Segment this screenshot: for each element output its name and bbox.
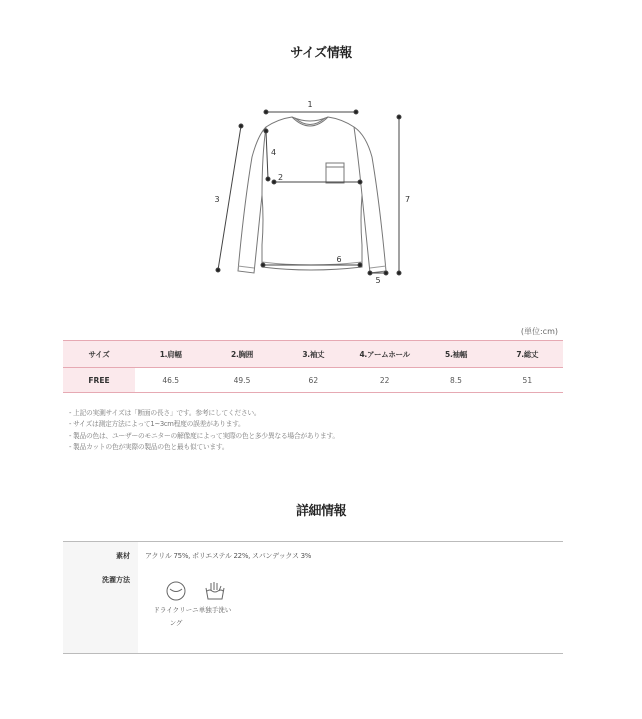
washing-label: 洗濯方法 [102,576,130,584]
material-value: アクリル 75%, ポリエステル 22%, スパンデックス 3% [145,552,312,560]
size-info-title: サイズ情報 [290,46,352,61]
unit-label: (単位:cm) [520,327,558,336]
diagram-label-shoulder: 1 [307,100,313,109]
diagram-label-sleeve-width: 5 [375,276,381,285]
diagram-label-total-length: 7 [405,195,411,204]
care-label: 单独手洗い [198,606,232,614]
table-cell: 22 [349,368,420,393]
table-header: 4.アームホール [349,341,420,368]
table-header: 5.袖幅 [420,341,491,368]
diagram-label-armhole: 4 [271,148,277,157]
care-label: ドライクリーニ [153,606,199,614]
material-label: 素材 [116,552,130,560]
table-header: 7.総丈 [492,341,563,368]
table-row [63,368,563,393]
note-line: - 製品カットの色が実際の製品の色と最も似ています。 [69,442,229,451]
table-cell: 46.5 [135,368,206,393]
note-line: - サイズは測定方法によって1~3cm程度の誤差があります。 [69,420,245,429]
size-table [63,340,563,393]
hand-wash-icon [204,580,226,602]
table-cell: 8.5 [420,368,491,393]
diagram-label-sleeve-length: 3 [214,195,220,204]
detail-table [63,541,563,654]
size-table-header-row [63,341,563,368]
care-label: ング [169,619,183,627]
table-cell-size: FREE [63,368,135,393]
table-header: サイズ [63,341,135,368]
size-notes [69,408,339,453]
diagram-label-hem: 6 [336,255,342,264]
table-cell: 49.5 [206,368,277,393]
diagram-label-chest: 2 [278,173,284,182]
care-item-hand-wash [190,580,240,617]
note-line: - 製品の色は、ユーザーのモニターの解像度によって実際の色と多少異なる場合があります。 [69,431,339,440]
dry-clean-icon [165,580,187,602]
table-header: 1.肩幅 [135,341,206,368]
garment-measurement-diagram [200,95,430,290]
table-header: 3.袖丈 [278,341,349,368]
table-cell: 62 [278,368,349,393]
table-cell: 51 [492,368,563,393]
detail-info-title: 詳細情報 [295,504,346,519]
note-line: - 上記の実測サイズは「断面の長さ」です。参考にしてください。 [69,409,261,417]
table-header: 2.胸囲 [206,341,277,368]
